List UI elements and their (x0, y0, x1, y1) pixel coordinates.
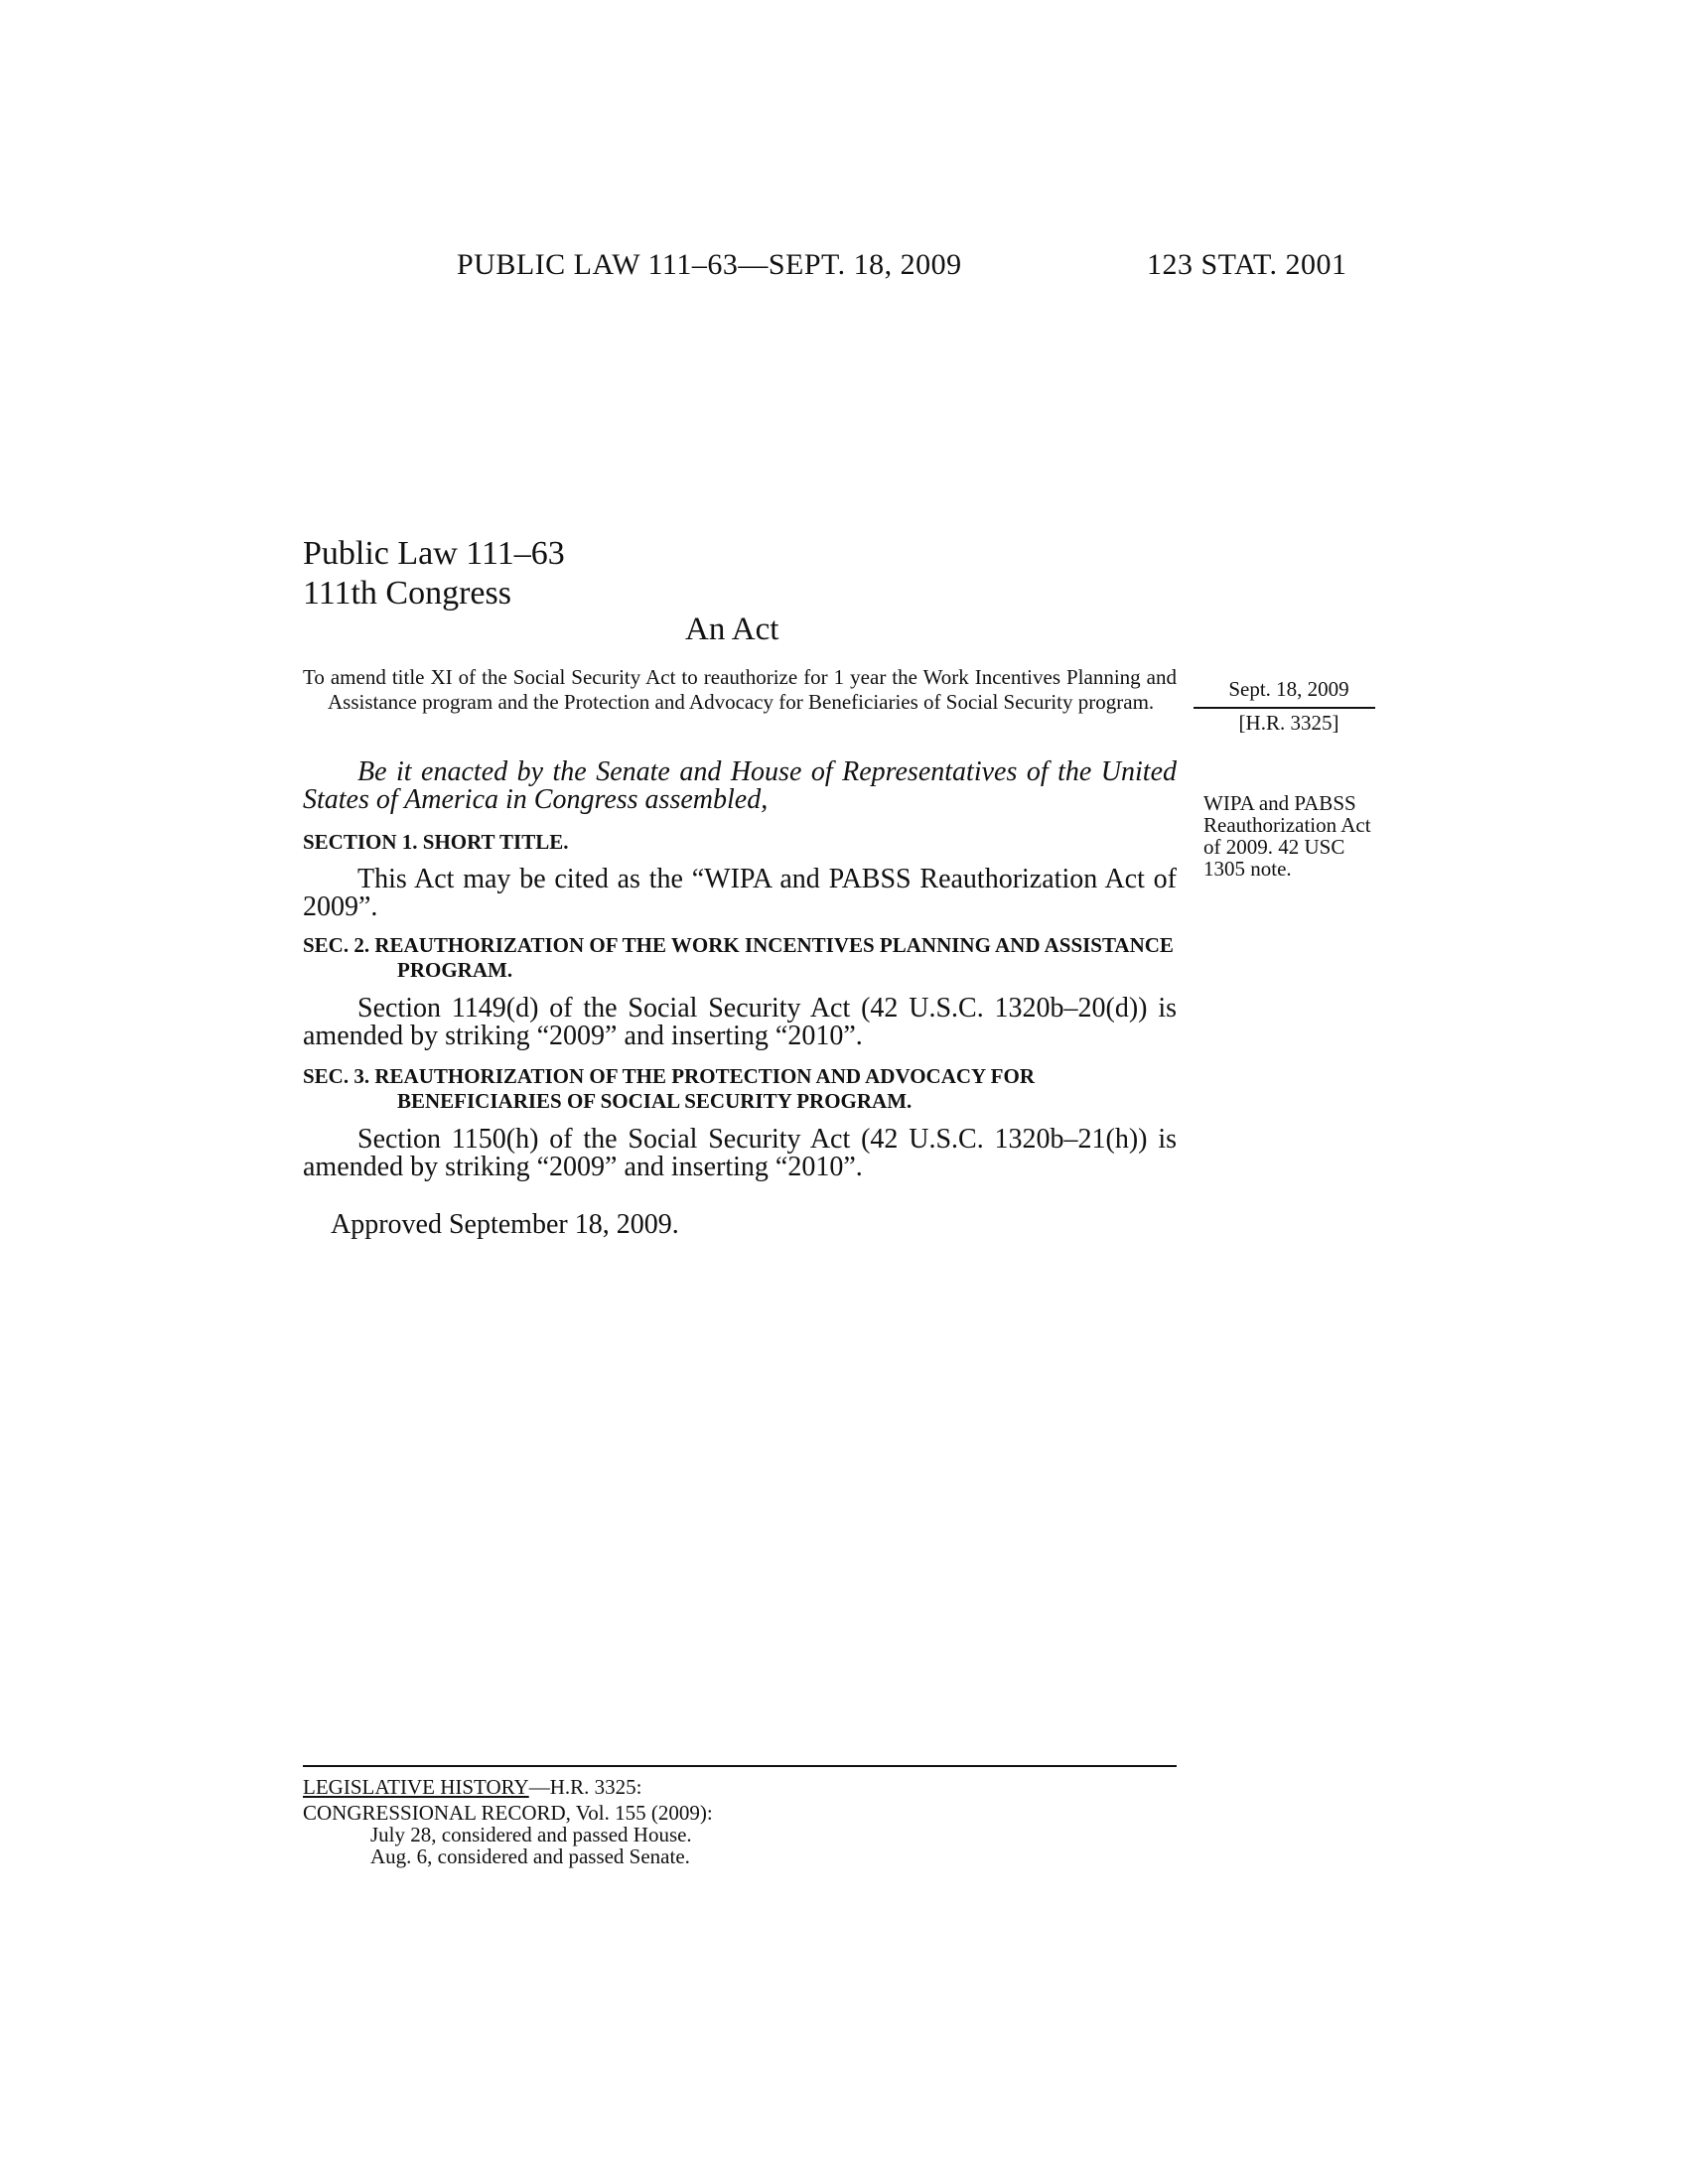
house-passage: July 28, considered and passed House. (370, 1823, 692, 1846)
running-head: PUBLIC LAW 111–63—SEPT. 18, 2009 (457, 248, 962, 281)
margin-date: Sept. 18, 2009 (1228, 677, 1349, 701)
section-1-text: This Act may be cited as the “WIPA and PABSS Reauthorization Act of 2009”. (303, 864, 1177, 922)
margin-bill-number: [H.R. 3325] (1238, 711, 1339, 735)
public-law-title: Public Law 111–63 (303, 535, 565, 572)
section-2-text: Section 1149(d) of the Social Security Act (42 U.S.C. 1320b–20(d)) is amended by striking “2009” and inserting “2010”. (303, 993, 1177, 1051)
section-1-heading: SECTION 1. SHORT TITLE. (303, 830, 569, 854)
legislative-history-heading (303, 1775, 641, 1800)
margin-divider (1194, 707, 1375, 709)
an-act-heading: An Act (685, 612, 779, 647)
legislative-history-label: LEGISLATIVE HISTORY (303, 1775, 529, 1799)
margin-side-note: WIPA and PABSS Reauthorization Act of 2009. 42 USC 1305 note. (1203, 791, 1371, 881)
enacting-clause: Be it enacted by the Senate and House of Representatives of the United States of America in Congress assembled, (303, 756, 1177, 815)
senate-passage: Aug. 6, considered and passed Senate. (370, 1844, 690, 1868)
footer-divider (303, 1765, 1177, 1767)
purpose-statement: To amend title XI of the Social Security Act to reauthorize for 1 year the Work Incentives Planning and Assistance program and the Protection and Advocacy for Beneficiaries of Social Security program. (303, 665, 1177, 714)
legislative-history-bill: —H.R. 3325: (528, 1775, 642, 1799)
congressional-record: CONGRESSIONAL RECORD, Vol. 155 (2009): (303, 1801, 713, 1825)
section-3-heading: SEC. 3. REAUTHORIZATION OF THE PROTECTION AND ADVOCACY FOR BENEFICIARIES OF SOCIAL SECURITY PROGRAM. (303, 1064, 1035, 1113)
section-3-text: Section 1150(h) of the Social Security Act (42 U.S.C. 1320b–21(h)) is amended by striking “2009” and inserting “2010”. (303, 1124, 1177, 1182)
approval-date: Approved September 18, 2009. (331, 1209, 679, 1240)
section-2-heading: SEC. 2. REAUTHORIZATION OF THE WORK INCENTIVES PLANNING AND ASSISTANCE PROGRAM. (303, 933, 1174, 982)
statute-citation: 123 STAT. 2001 (1147, 248, 1347, 281)
congress-label: 111th Congress (303, 575, 511, 612)
